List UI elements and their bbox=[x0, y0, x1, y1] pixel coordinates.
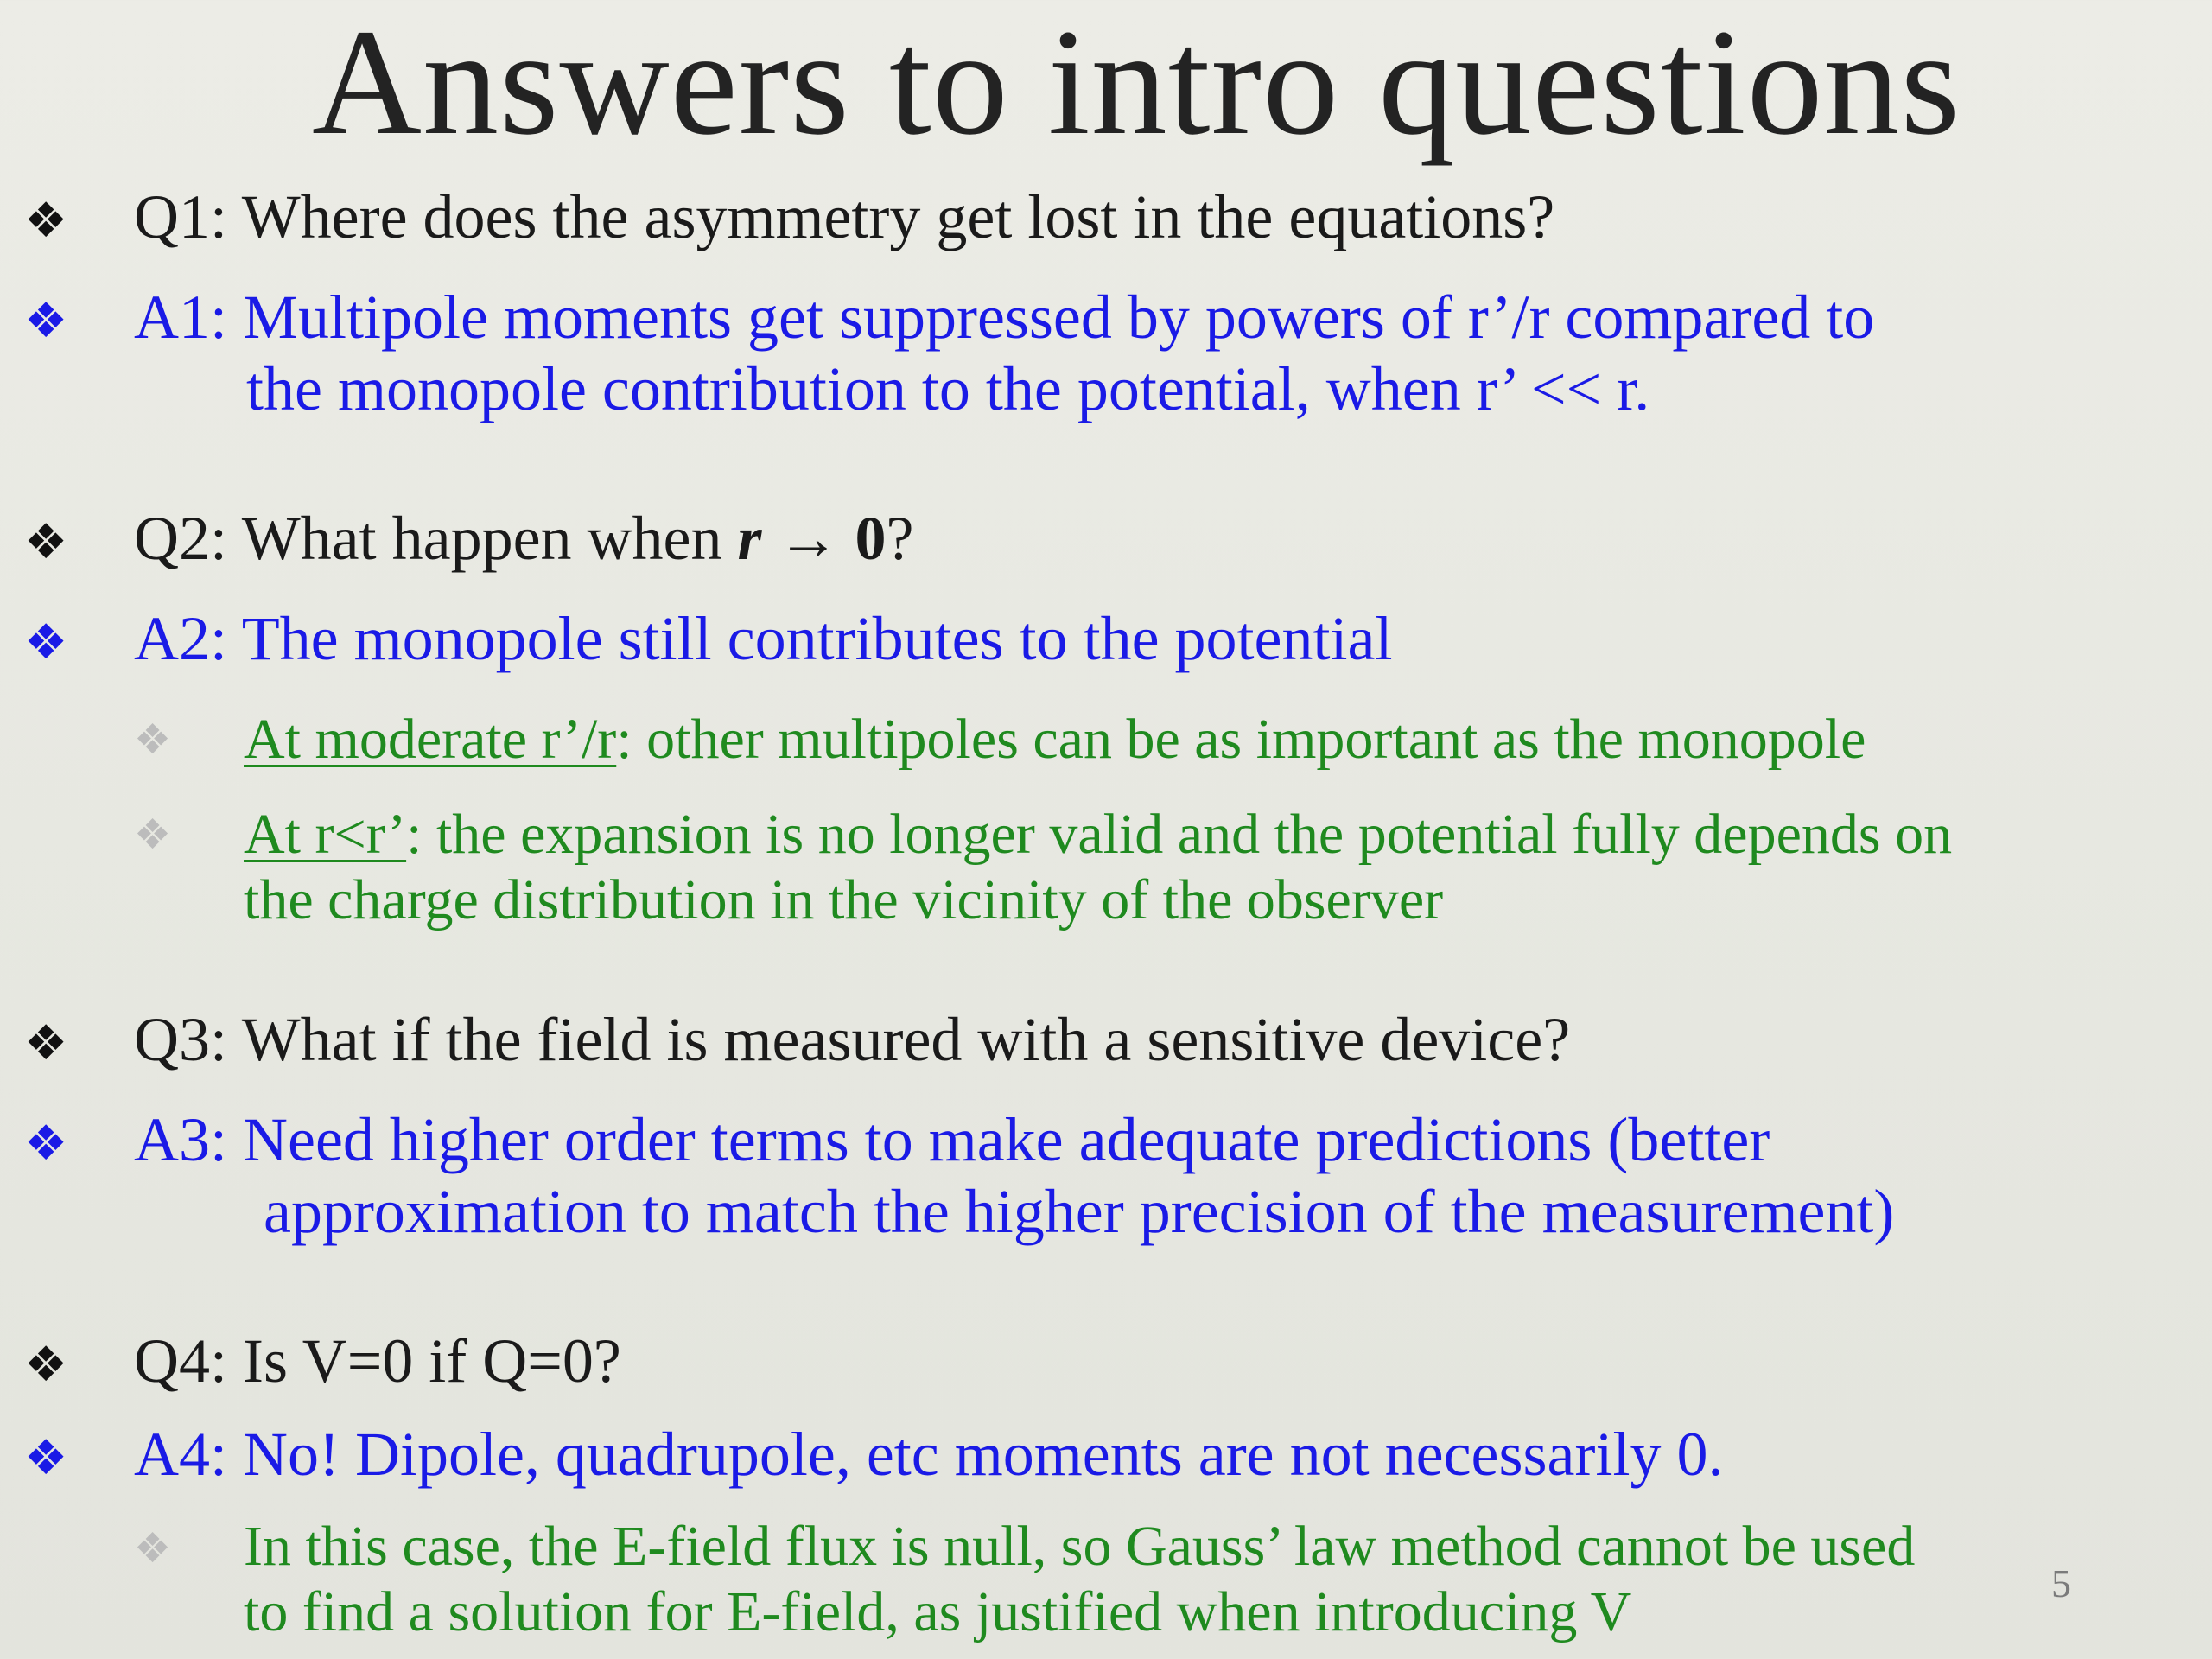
answer-2-sub-2-line-2: the charge distribution in the vicinity of the observer bbox=[244, 868, 1444, 931]
sub-bullet-icon: ❖ bbox=[134, 1524, 172, 1573]
answer-4: A4: No! Dipole, quadrupole, etc moments are not necessarily 0. bbox=[134, 1420, 1724, 1489]
answer-4-sub-1-line-2: to find a solution for E-field, as justified when introducing V bbox=[244, 1580, 1632, 1643]
question-1: Q1: Where does the asymmetry get lost in the equations? bbox=[134, 182, 1555, 251]
sub-bullet-icon: ❖ bbox=[134, 715, 172, 764]
answer-3 bbox=[134, 1104, 1894, 1248]
bullet-icon: ❖ bbox=[24, 293, 68, 349]
answer-2-sub-2 bbox=[244, 802, 1952, 933]
bullet-icon: ❖ bbox=[24, 514, 68, 570]
answer-4-sub-1-line-1: In this case, the E-field flux is null, so Gauss’ law method cannot be used bbox=[244, 1515, 1916, 1578]
question-2-prefix: Q2: What happen when bbox=[134, 504, 738, 573]
answer-2-sub-1 bbox=[244, 707, 1866, 772]
bullet-icon: ❖ bbox=[24, 1015, 68, 1071]
sub-bullet-icon: ❖ bbox=[134, 810, 172, 859]
slide-title: Answers to intro questions bbox=[311, 0, 1961, 167]
answer-1-line-2: the monopole contribution to the potential, when r’ << r. bbox=[246, 353, 1650, 423]
arrow-icon: → bbox=[777, 504, 840, 573]
math-zero: 0 bbox=[855, 504, 887, 573]
answer-3-line-1: A3: Need higher order terms to make adequate predictions (better bbox=[134, 1105, 1770, 1174]
answer-2-sub-1-rest: : other multipoles can be as important as the monopole bbox=[616, 708, 1866, 771]
bullet-icon: ❖ bbox=[24, 1430, 68, 1486]
question-3: Q3: What if the field is measured with a sensitive device? bbox=[134, 1005, 1571, 1074]
answer-1 bbox=[134, 282, 1874, 425]
bullet-icon: ❖ bbox=[24, 614, 68, 671]
bullet-icon: ❖ bbox=[24, 1337, 68, 1393]
answer-2-sub-2-underlined: At r<r’ bbox=[244, 803, 407, 866]
answer-3-line-2: approximation to match the higher precision of the measurement) bbox=[264, 1176, 1895, 1246]
question-4: Q4: Is V=0 if Q=0? bbox=[134, 1326, 621, 1395]
math-variable-r: r bbox=[737, 504, 762, 573]
answer-4-sub-1 bbox=[244, 1514, 1915, 1645]
bullet-icon: ❖ bbox=[24, 1116, 68, 1172]
answer-1-line-1: A1: Multipole moments get suppressed by powers of r’/r compared to bbox=[134, 283, 1875, 352]
question-2-suffix: ? bbox=[886, 504, 914, 573]
bullet-icon: ❖ bbox=[24, 193, 68, 249]
answer-2: A2: The monopole still contributes to the potential bbox=[134, 604, 1393, 673]
answer-2-sub-1-underlined: At moderate r’/r bbox=[244, 708, 617, 771]
question-2 bbox=[134, 503, 913, 575]
page-number: 5 bbox=[2051, 1561, 2071, 1605]
answer-2-sub-2-rest: : the expansion is no longer valid and the potential fully depends on bbox=[406, 803, 1953, 866]
